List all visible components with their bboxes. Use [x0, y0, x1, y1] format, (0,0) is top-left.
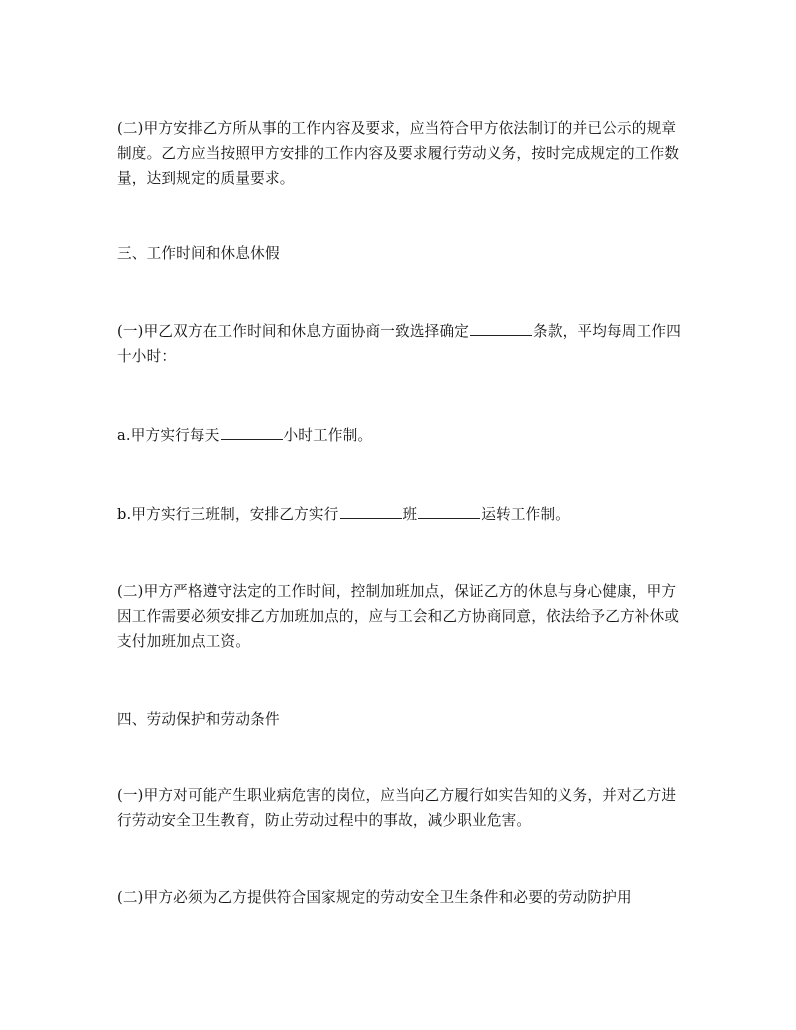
- text-segment: 运转工作制。: [481, 506, 571, 523]
- blank-line: [340, 504, 402, 519]
- blank-line: [418, 504, 480, 519]
- paragraph-work-content: (二)甲方安排乙方所从事的工作内容及要求，应当符合甲方依法制订的并已公示的规章制度。乙方应当按照甲方安排的工作内容及要求履行劳动义务，按时完成规定的工作数量，达到规定的质量要求。: [117, 120, 680, 187]
- paragraph-safety-conditions: (二)甲方必须为乙方提供符合国家规定的劳动安全卫生条件和必要的劳动防护用: [117, 889, 632, 906]
- text-segment: b.甲方实行三班制，安排乙方实行: [117, 506, 339, 523]
- text-segment: 小时工作制。: [283, 427, 373, 444]
- paragraph-working-hours-choice: [117, 319, 683, 369]
- blank-line: [221, 425, 283, 440]
- blank-line: [470, 321, 532, 336]
- text-segment: (一)甲乙双方在工作时间和休息方面协商一致选择确定: [117, 323, 470, 340]
- text-segment: a.甲方实行每天: [117, 427, 220, 444]
- text-segment: 班: [402, 506, 418, 523]
- paragraph-shift-system: [117, 502, 683, 527]
- section-heading-working-hours: 三、工作时间和休息休假: [117, 245, 280, 262]
- paragraph-occupational-hazard: (一)甲方对可能产生职业病危害的岗位，应当向乙方履行如实告知的义务，并对乙方进行劳动安全卫生教育，防止劳动过程中的事故，减少职业危害。: [117, 787, 677, 829]
- paragraph-daily-hours: [117, 423, 683, 448]
- text-segment: 条款，平均每周工作四十小时：: [117, 323, 681, 365]
- paragraph-overtime: (二)甲方严格遵守法定的工作时间，控制加班加点，保证乙方的休息与身心健康，甲方因工作需要必须安排乙方加班加点的，应与工会和乙方协商同意，依法给予乙方补休或支付加班加点工资。: [117, 583, 680, 650]
- section-heading-labor-protection: 四、劳动保护和劳动条件: [117, 711, 280, 728]
